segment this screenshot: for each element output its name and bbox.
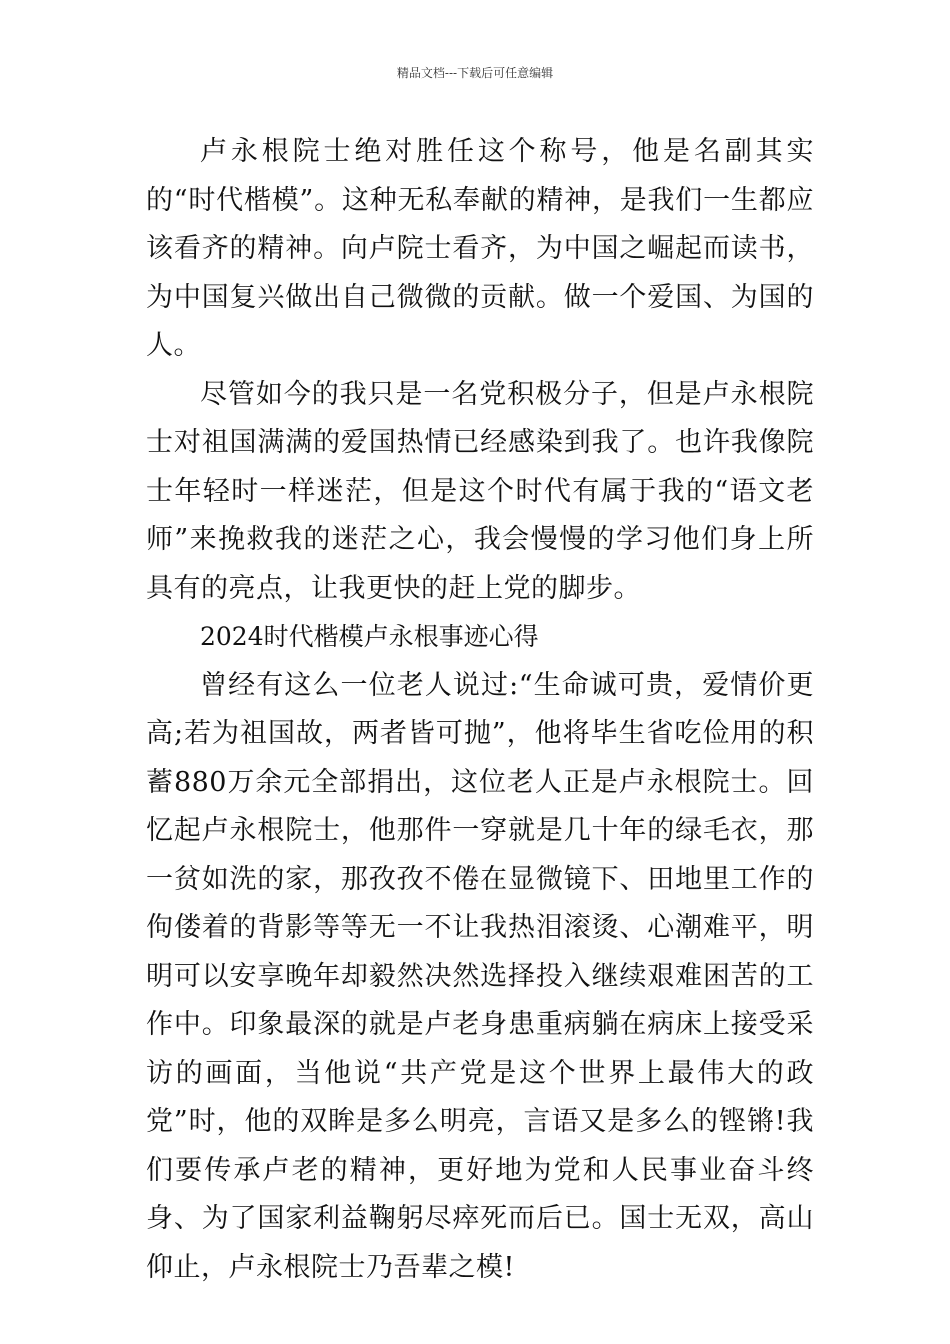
- page-header: 精品文档---下载后可任意编辑: [396, 66, 554, 80]
- document-body: [146, 128, 814, 1292]
- paragraph-1: 卢永根院士绝对胜任这个称号，他是名副其实的“时代楷模”。这种无私奉献的精神，是我们一生都应该看齐的精神。向卢院士看齐，为中国之崛起而读书，为中国复兴做出自己微微的贡献。做一个爱国、为国的人。: [146, 136, 814, 361]
- section-title: 2024时代楷模卢永根事迹心得: [200, 622, 539, 651]
- paragraph-2: 尽管如今的我只是一名党积极分子，但是卢永根院士对祖国满满的爱国热情已经感染到我了。也许我像院士年轻时一样迷茫，但是这个时代有属于我的“语文老师”来挽救我的迷茫之心，我会慢慢的学习他们身上所具有的亮点，让我更快的赶上党的脚步。: [146, 378, 814, 604]
- paragraph-3: 曾经有这么一位老人说过:“生命诚可贵，爱情价更高;若为祖国故，两者皆可抛”，他将毕生省吃俭用的积蓄880万余元全部捐出，这位老人正是卢永根院士。回忆起卢永根院士，他那件一穿就是几十年的绿毛衣，那一贫如洗的家，那孜孜不倦在显微镜下、田地里工作的佝偻着的背影等等无一不让我热泪滚烫、心潮难平，明明可以安享晚年却毅然决然选择投入继续艰难困苦的工作中。印象最深的就是卢老身患重病躺在病床上接受采访的画面，当他说“共产党是这个世界上最伟大的政党”时，他的双眸是多么明亮，言语又是多么的铿锵!我们要传承卢老的精神，更好地为党和人民事业奋斗终身、为了国家利益鞠躬尽瘁死而后已。国士无双，高山仰止，卢永根院士乃吾辈之模!: [146, 669, 814, 1283]
